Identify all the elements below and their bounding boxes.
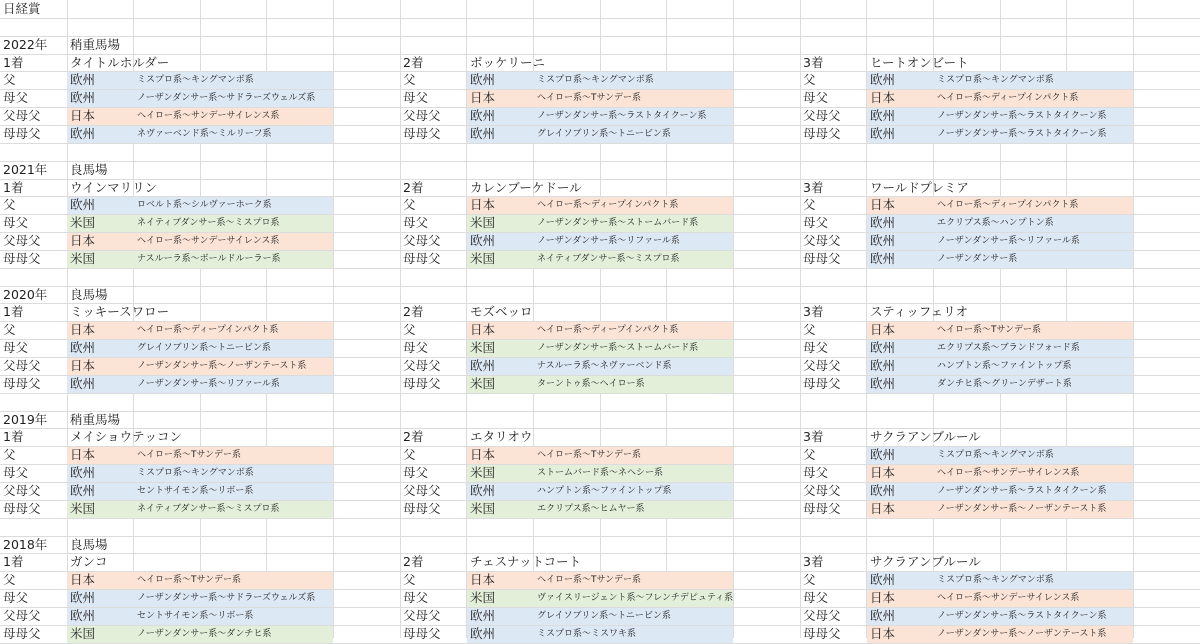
sire-line[interactable]: ダンチヒ系〜グリーンデザート系 — [937, 379, 1072, 389]
place-label[interactable]: 3着 — [803, 180, 824, 195]
pedigree-role[interactable]: 父 — [803, 447, 816, 462]
region-label[interactable]: 日本 — [870, 501, 896, 516]
sire-line[interactable]: ヘイロー系〜サンデーサイレンス系 — [937, 468, 1080, 478]
sire-line[interactable]: ノーザンダンサー系〜ダンチヒ系 — [137, 629, 272, 639]
place-label[interactable]: 2着 — [403, 180, 424, 195]
sire-line[interactable]: ヘイロー系〜ディープインパクト系 — [537, 200, 679, 210]
grid-row-line — [0, 303, 1200, 304]
sire-line[interactable]: ヘイロー系〜Tサンデー系 — [537, 450, 642, 460]
region-label[interactable]: 日本 — [70, 358, 96, 373]
region-label[interactable]: 欧州 — [870, 215, 896, 230]
region-label[interactable]: 米国 — [470, 215, 496, 230]
place-label[interactable]: 2着 — [403, 429, 424, 444]
region-label[interactable]: 欧州 — [870, 251, 896, 266]
pedigree-role[interactable]: 母父 — [403, 340, 429, 355]
pedigree-role[interactable]: 父母父 — [3, 608, 41, 623]
grid-row-line — [0, 286, 1200, 287]
grid-row-line — [0, 36, 1200, 37]
horse-name[interactable]: ボッケリーニ — [470, 55, 546, 70]
sire-line[interactable]: ネイティブダンサー系〜ミスプロ系 — [137, 218, 280, 228]
horse-name[interactable]: チェスナットコート — [470, 554, 582, 569]
region-label[interactable]: 日本 — [870, 590, 896, 605]
region-label[interactable]: 欧州 — [470, 108, 496, 123]
sire-line[interactable]: グレイソブリン系〜トニービン系 — [537, 129, 671, 139]
region-label[interactable]: 欧州 — [870, 483, 896, 498]
pedigree-role[interactable]: 母母父 — [403, 251, 441, 266]
pedigree-role[interactable]: 母母父 — [3, 501, 41, 516]
pedigree-role[interactable]: 母父 — [403, 465, 429, 480]
region-label[interactable]: 日本 — [870, 322, 896, 337]
region-label[interactable]: 日本 — [870, 90, 896, 105]
region-label[interactable]: 日本 — [70, 572, 96, 587]
place-label[interactable]: 1着 — [3, 554, 24, 569]
sire-line[interactable]: ナスルーラ系〜ネヴァーベンド系 — [537, 361, 672, 371]
sire-line[interactable]: ヘイロー系〜Tサンデー系 — [537, 93, 642, 103]
sire-line[interactable]: ネイティブダンサー系〜ミスプロ系 — [537, 254, 680, 264]
pedigree-role[interactable]: 父 — [3, 572, 16, 587]
sire-line[interactable]: ヘイロー系〜ディープインパクト系 — [537, 325, 679, 335]
sire-line[interactable]: ヘイロー系〜サンデーサイレンス系 — [937, 593, 1080, 603]
region-label[interactable]: 米国 — [470, 376, 496, 391]
sire-line[interactable]: ノーザンダンサー系〜ラストタイクーン系 — [537, 111, 707, 121]
grid-row-line — [0, 54, 1200, 55]
place-label[interactable]: 1着 — [3, 304, 24, 319]
pedigree-role[interactable]: 父母父 — [403, 358, 441, 373]
region-label[interactable]: 欧州 — [870, 108, 896, 123]
sire-line[interactable]: エクリプス系〜ヒムヤー系 — [537, 504, 645, 514]
region-label[interactable]: 日本 — [870, 197, 896, 212]
pedigree-role[interactable]: 父 — [403, 447, 416, 462]
pedigree-role[interactable]: 母父 — [803, 590, 829, 605]
sire-line[interactable]: ロベルト系〜シルヴァーホーク系 — [137, 200, 272, 210]
grid-row-line — [0, 518, 1200, 519]
place-label[interactable]: 3着 — [803, 55, 824, 70]
pedigree-role[interactable]: 父 — [803, 72, 816, 87]
region-label[interactable]: 欧州 — [70, 483, 96, 498]
grid-column-line — [733, 0, 734, 638]
region-label[interactable]: 欧州 — [70, 590, 96, 605]
region-label[interactable]: 米国 — [70, 626, 96, 641]
region-label[interactable]: 米国 — [470, 590, 496, 605]
region-label[interactable]: 日本 — [70, 322, 96, 337]
sire-line[interactable]: ノーザンダンサー系〜サドラーズウェルズ系 — [137, 593, 316, 603]
sire-line[interactable]: ノーザンダンサー系〜ノーザンテースト系 — [937, 629, 1107, 639]
pedigree-role[interactable]: 父母父 — [803, 108, 841, 123]
sire-line[interactable]: ノーザンダンサー系〜サドラーズウェルズ系 — [137, 93, 316, 103]
horse-name[interactable]: ガンコ — [70, 554, 108, 569]
pedigree-role[interactable]: 母父 — [803, 90, 829, 105]
region-label[interactable]: 米国 — [470, 465, 496, 480]
grid-column-line — [800, 0, 801, 638]
horse-name[interactable]: スティッフェリオ — [870, 304, 969, 319]
region-label[interactable]: 欧州 — [70, 72, 96, 87]
sire-line[interactable]: ヘイロー系〜ディープインパクト系 — [937, 93, 1079, 103]
region-label[interactable]: 欧州 — [470, 358, 496, 373]
sire-line[interactable]: ミスプロ系〜キングマンボ系 — [937, 75, 1054, 85]
sire-line[interactable]: ナスルーラ系〜ボールドルーラー系 — [137, 254, 281, 264]
sire-line[interactable]: ヘイロー系〜ディープインパクト系 — [937, 200, 1079, 210]
year-label[interactable]: 2020年 — [3, 287, 48, 302]
sire-line[interactable]: ストームバード系〜ネヘシー系 — [537, 468, 664, 478]
region-label[interactable]: 欧州 — [870, 447, 896, 462]
sire-line[interactable]: ミスプロ系〜キングマンボ系 — [137, 75, 254, 85]
pedigree-role[interactable]: 母母父 — [803, 251, 841, 266]
region-label[interactable]: 欧州 — [70, 90, 96, 105]
grid-row-line — [0, 553, 1200, 554]
region-label[interactable]: 日本 — [70, 233, 96, 248]
sire-line[interactable]: ノーザンダンサー系〜ラストタイクーン系 — [937, 111, 1107, 121]
pedigree-role[interactable]: 父 — [3, 447, 16, 462]
pedigree-role[interactable]: 母父 — [803, 340, 829, 355]
place-label[interactable]: 3着 — [803, 429, 824, 444]
pedigree-role[interactable]: 父 — [803, 572, 816, 587]
grid-row-line — [0, 143, 1200, 144]
sire-line[interactable]: ミスプロ系〜キングマンボ系 — [937, 575, 1054, 585]
horse-name[interactable]: ヒートオンビート — [870, 55, 969, 70]
sire-line[interactable]: ノーザンダンサー系〜ラストタイクーン系 — [937, 486, 1107, 496]
horse-name[interactable]: エタリオウ — [470, 429, 533, 444]
sire-line[interactable]: ネヴァーベンド系〜ミルリーフ系 — [137, 129, 272, 139]
sire-line[interactable]: ノーザンダンサー系〜ストームバード系 — [537, 218, 699, 228]
pedigree-role[interactable]: 父母父 — [3, 483, 41, 498]
sire-line[interactable]: グレイソブリン系〜トニービン系 — [537, 611, 671, 621]
region-label[interactable]: 欧州 — [870, 608, 896, 623]
pedigree-role[interactable]: 父母父 — [3, 358, 41, 373]
pedigree-role[interactable]: 母母父 — [803, 626, 841, 641]
place-label[interactable]: 2着 — [403, 554, 424, 569]
region-label[interactable]: 欧州 — [70, 376, 96, 391]
pedigree-role[interactable]: 父 — [3, 72, 16, 87]
region-label[interactable]: 欧州 — [70, 608, 96, 623]
sheet-title[interactable]: 日経賞 — [3, 1, 41, 16]
region-label[interactable]: 欧州 — [870, 358, 896, 373]
sire-line[interactable]: ノーザンダンサー系〜ラストタイクーン系 — [937, 611, 1107, 621]
pedigree-role[interactable]: 父母父 — [803, 483, 841, 498]
grid-row-line — [0, 18, 1200, 19]
pedigree-role[interactable]: 父母父 — [3, 108, 41, 123]
sire-line[interactable]: ノーザンダンサー系〜ノーザンテースト系 — [137, 361, 307, 371]
pedigree-role[interactable]: 父 — [803, 197, 816, 212]
region-label[interactable]: 欧州 — [470, 483, 496, 498]
pedigree-role[interactable]: 父 — [403, 322, 416, 337]
track-condition[interactable]: 良馬場 — [70, 537, 108, 552]
region-label[interactable]: 日本 — [70, 108, 96, 123]
year-label[interactable]: 2021年 — [3, 162, 48, 177]
place-label[interactable]: 1着 — [3, 180, 24, 195]
pedigree-role[interactable]: 母父 — [403, 215, 429, 230]
sire-line[interactable]: ヘイロー系〜サンデーサイレンス系 — [137, 236, 280, 246]
place-label[interactable]: 1着 — [3, 429, 24, 444]
sire-line[interactable]: ミスプロ系〜キングマンボ系 — [137, 468, 254, 478]
horse-name[interactable]: ミッキースワロー — [70, 304, 170, 319]
sire-line[interactable]: ノーザンダンサー系〜ストームバード系 — [537, 343, 699, 353]
sire-line[interactable]: ノーザンダンサー系〜ラストタイクーン系 — [937, 129, 1107, 139]
pedigree-role[interactable]: 母母父 — [403, 376, 441, 391]
region-label[interactable]: 日本 — [470, 90, 496, 105]
sire-line[interactable]: ハンプトン系〜ファイントップ系 — [937, 361, 1072, 371]
region-label[interactable]: 欧州 — [70, 465, 96, 480]
sire-line[interactable]: ハンプトン系〜ファイントップ系 — [537, 486, 672, 496]
sire-line[interactable]: ヘイロー系〜サンデーサイレンス系 — [137, 111, 280, 121]
pedigree-role[interactable]: 父 — [3, 197, 16, 212]
sire-line[interactable]: グレイソブリン系〜トニービン系 — [137, 343, 271, 353]
pedigree-role[interactable]: 父 — [403, 572, 416, 587]
region-label[interactable]: 日本 — [70, 447, 96, 462]
year-label[interactable]: 2022年 — [3, 37, 48, 52]
region-label[interactable]: 欧州 — [870, 233, 896, 248]
sire-line[interactable]: ターントゥ系〜ヘイロー系 — [537, 379, 645, 389]
pedigree-role[interactable]: 母父 — [3, 90, 29, 105]
pedigree-role[interactable]: 父母父 — [403, 233, 441, 248]
region-label[interactable]: 欧州 — [70, 340, 96, 355]
horse-name[interactable]: サクラアンブルール — [870, 429, 981, 444]
horse-name[interactable]: ウインマリリン — [70, 180, 158, 195]
sire-line[interactable]: ノーザンダンサー系〜ノーザンテースト系 — [937, 504, 1107, 514]
place-label[interactable]: 1着 — [3, 55, 24, 70]
sire-line[interactable]: ヘイロー系〜Tサンデー系 — [537, 575, 642, 585]
region-label[interactable]: 日本 — [470, 572, 496, 587]
pedigree-role[interactable]: 母父 — [3, 590, 29, 605]
place-label[interactable]: 3着 — [803, 304, 824, 319]
region-label[interactable]: 米国 — [470, 501, 496, 516]
pedigree-role[interactable]: 母父 — [3, 340, 29, 355]
grid-row-line — [0, 268, 1200, 269]
region-label[interactable]: 欧州 — [470, 126, 496, 141]
track-condition[interactable]: 稍重馬場 — [70, 412, 121, 427]
sire-line[interactable]: ヘイロー系〜ディープインパクト系 — [137, 325, 279, 335]
grid-column-line — [333, 0, 334, 638]
sire-line[interactable]: ヘイロー系〜Tサンデー系 — [137, 575, 242, 585]
sire-line[interactable]: エクリプス系〜ハンプトン系 — [937, 218, 1054, 228]
region-label[interactable]: 欧州 — [870, 72, 896, 87]
sire-line[interactable]: ネイティブダンサー系〜ミスプロ系 — [137, 504, 280, 514]
pedigree-role[interactable]: 母母父 — [803, 126, 841, 141]
track-condition[interactable]: 良馬場 — [70, 162, 108, 177]
region-label[interactable]: 米国 — [70, 251, 96, 266]
region-label[interactable]: 日本 — [470, 447, 496, 462]
year-label[interactable]: 2018年 — [3, 537, 48, 552]
pedigree-role[interactable]: 父母父 — [803, 233, 841, 248]
region-label[interactable]: 欧州 — [470, 72, 496, 87]
pedigree-role[interactable]: 父 — [403, 72, 416, 87]
horse-name[interactable]: カレンブーケドール — [470, 180, 582, 195]
region-label[interactable]: 欧州 — [870, 340, 896, 355]
pedigree-role[interactable]: 母父 — [803, 215, 829, 230]
sire-line[interactable]: ヘイロー系〜Tサンデー系 — [937, 325, 1042, 335]
pedigree-role[interactable]: 母母父 — [3, 251, 41, 266]
horse-name[interactable]: タイトルホルダー — [70, 55, 170, 70]
pedigree-role[interactable]: 父母父 — [403, 608, 441, 623]
region-label[interactable]: 欧州 — [870, 376, 896, 391]
pedigree-role[interactable]: 父母父 — [803, 358, 841, 373]
place-label[interactable]: 2着 — [403, 304, 424, 319]
sire-line[interactable]: ミスプロ系〜キングマンボ系 — [937, 450, 1054, 460]
pedigree-role[interactable]: 母父 — [3, 215, 29, 230]
horse-name[interactable]: ワールドプレミア — [870, 180, 969, 195]
horse-name[interactable]: メイショウテッコン — [70, 429, 183, 444]
grid-row-line — [0, 161, 1200, 162]
pedigree-role[interactable]: 父母父 — [403, 108, 441, 123]
region-label[interactable]: 欧州 — [470, 626, 496, 641]
region-label[interactable]: 米国 — [470, 340, 496, 355]
region-label[interactable]: 日本 — [470, 197, 496, 212]
region-label[interactable]: 欧州 — [470, 608, 496, 623]
sire-line[interactable]: ノーザンダンサー系〜リファール系 — [937, 236, 1080, 246]
place-label[interactable]: 2着 — [403, 55, 424, 70]
pedigree-role[interactable]: 母父 — [3, 465, 29, 480]
region-label[interactable]: 日本 — [870, 626, 896, 641]
region-label[interactable]: 欧州 — [70, 126, 96, 141]
grid-row-line — [0, 411, 1200, 412]
sire-line[interactable]: ミスプロ系〜ミスワキ系 — [537, 629, 637, 639]
region-label[interactable]: 米国 — [70, 501, 96, 516]
region-label[interactable]: 日本 — [470, 322, 496, 337]
sire-line[interactable]: ノーザンダンサー系 — [937, 254, 1018, 264]
pedigree-role[interactable]: 父 — [3, 322, 16, 337]
pedigree-role[interactable]: 母母父 — [803, 501, 841, 516]
region-label[interactable]: 日本 — [870, 465, 896, 480]
sire-line[interactable]: ノーザンダンサー系〜リファール系 — [537, 236, 680, 246]
pedigree-role[interactable]: 母父 — [403, 590, 429, 605]
pedigree-role[interactable]: 母母父 — [803, 376, 841, 391]
place-label[interactable]: 3着 — [803, 554, 824, 569]
region-label[interactable]: 欧州 — [870, 126, 896, 141]
grid-column-line — [400, 0, 401, 638]
pedigree-role[interactable]: 父母父 — [803, 608, 841, 623]
sire-line[interactable]: ノーザンダンサー系〜リファール系 — [137, 379, 280, 389]
pedigree-role[interactable]: 母母父 — [403, 626, 441, 641]
pedigree-role[interactable]: 母母父 — [403, 126, 441, 141]
pedigree-role[interactable]: 母父 — [403, 90, 429, 105]
sire-line[interactable]: セントサイモン系〜リボー系 — [137, 611, 254, 621]
region-label[interactable]: 欧州 — [470, 233, 496, 248]
horse-name[interactable]: サクラアンブルール — [870, 554, 981, 569]
year-label[interactable]: 2019年 — [3, 412, 48, 427]
region-label[interactable]: 米国 — [470, 251, 496, 266]
horse-name[interactable]: モズベッロ — [470, 304, 533, 319]
grid-row-line — [0, 393, 1200, 394]
pedigree-role[interactable]: 母母父 — [403, 501, 441, 516]
grid-row-line — [0, 536, 1200, 537]
region-label[interactable]: 欧州 — [70, 197, 96, 212]
sire-line[interactable]: セントサイモン系〜リボー系 — [137, 486, 254, 496]
sire-line[interactable]: ヴァイスリージェント系〜フレンチデピュティ系 — [537, 593, 734, 603]
sire-line[interactable]: ミスプロ系〜キングマンボ系 — [537, 75, 654, 85]
grid-row-line — [0, 179, 1200, 180]
pedigree-role[interactable]: 父 — [403, 197, 416, 212]
grid-column-line — [1133, 0, 1134, 638]
track-condition[interactable]: 良馬場 — [70, 287, 108, 302]
pedigree-role[interactable]: 母母父 — [3, 126, 41, 141]
region-label[interactable]: 欧州 — [870, 572, 896, 587]
track-condition[interactable]: 稍重馬場 — [70, 37, 121, 52]
pedigree-role[interactable]: 父母父 — [3, 233, 41, 248]
sire-line[interactable]: エクリプス系〜ブランドフォード系 — [937, 343, 1080, 353]
pedigree-role[interactable]: 母父 — [803, 465, 829, 480]
pedigree-role[interactable]: 父 — [803, 322, 816, 337]
pedigree-role[interactable]: 母母父 — [3, 626, 41, 641]
pedigree-role[interactable]: 父母父 — [403, 483, 441, 498]
sire-line[interactable]: ヘイロー系〜Tサンデー系 — [137, 450, 242, 460]
pedigree-role[interactable]: 母母父 — [3, 376, 41, 391]
region-label[interactable]: 米国 — [70, 215, 96, 230]
